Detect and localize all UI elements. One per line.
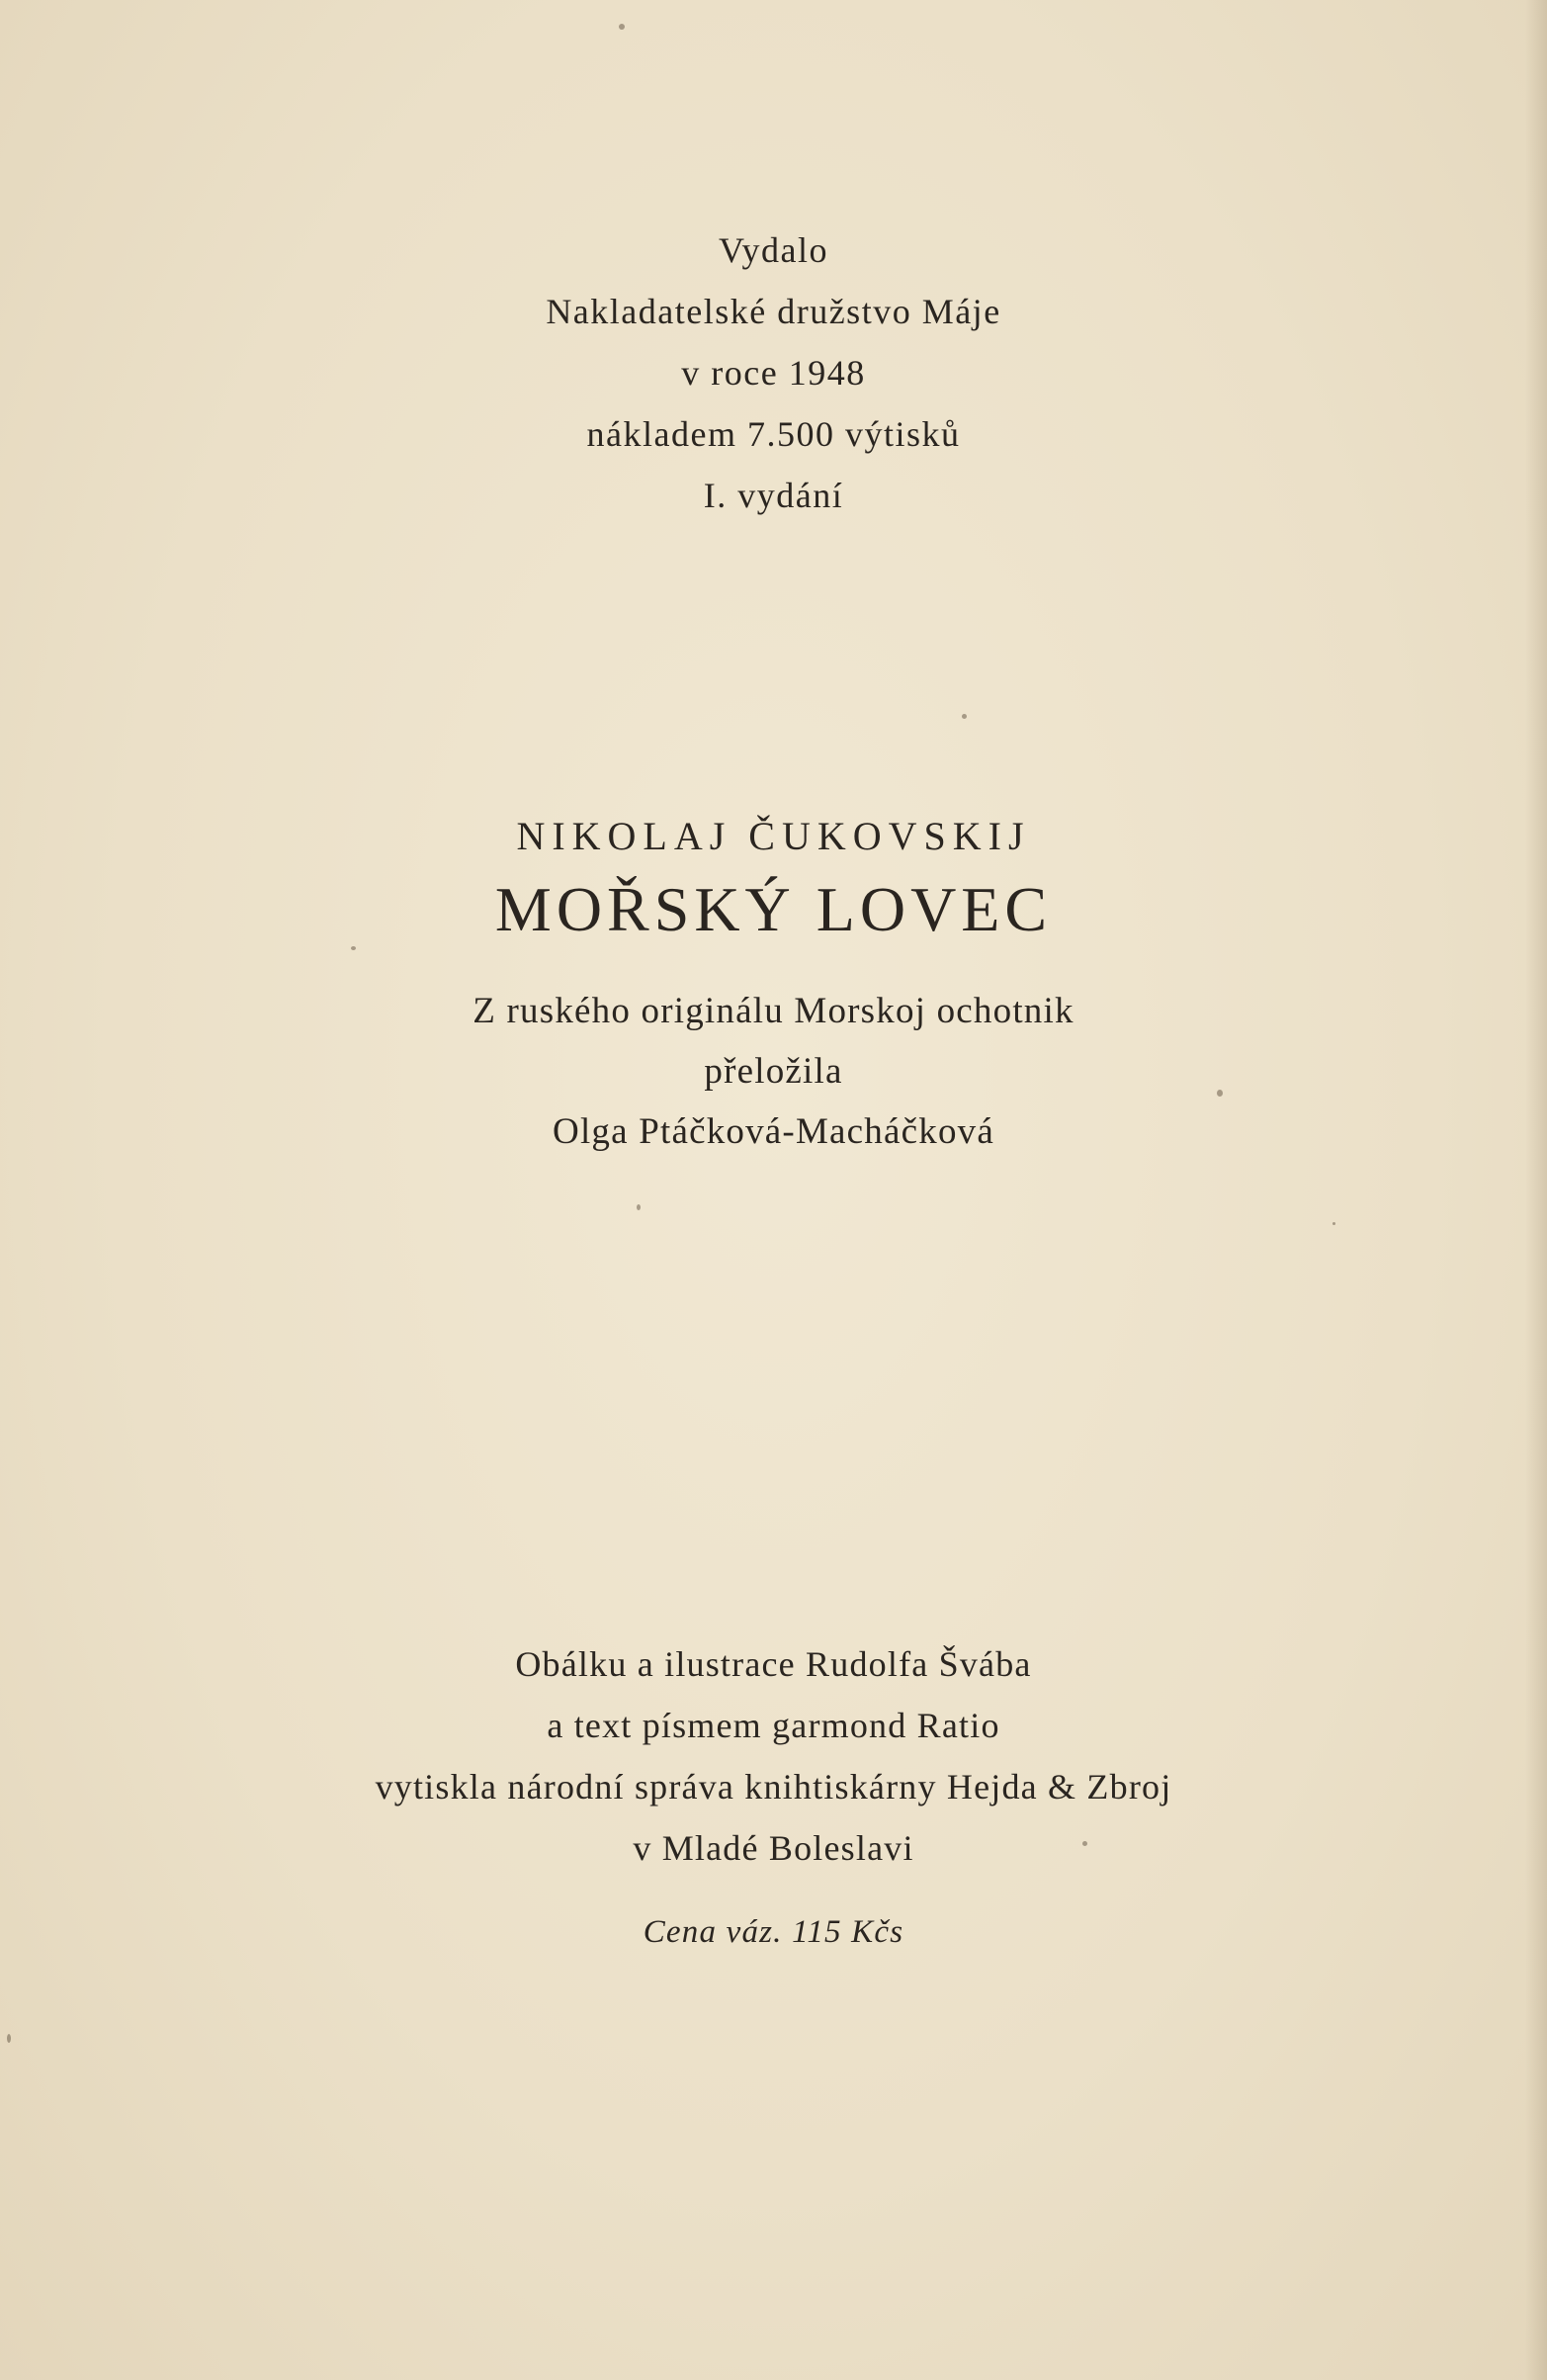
paper-speck bbox=[962, 714, 967, 719]
book-price: Cena váz. 115 Kčs bbox=[643, 1914, 904, 1950]
paper-speck bbox=[7, 2034, 11, 2043]
paper-speck bbox=[1332, 1222, 1335, 1225]
paper-speck bbox=[637, 1204, 641, 1210]
paper-speck bbox=[351, 946, 356, 950]
imprint-line: nákladem 7.500 výtisků bbox=[586, 414, 961, 454]
imprint-line: Vydalo bbox=[719, 230, 828, 270]
translation-credits bbox=[0, 981, 1547, 1162]
colophon-line: vytiskla národní správa knihtiskárny Hejda & Zbroj bbox=[375, 1767, 1172, 1807]
translation-line: přeložila bbox=[704, 1051, 843, 1092]
colophon-line: v Mladé Boleslavi bbox=[633, 1828, 914, 1868]
publisher-imprint bbox=[0, 220, 1547, 526]
imprint-line: v roce 1948 bbox=[681, 353, 866, 393]
colophon-line: a text písmem garmond Ratio bbox=[547, 1706, 1000, 1745]
book-title: MOŘSKÝ LOVEC bbox=[494, 874, 1053, 944]
paper-speck bbox=[1217, 1090, 1223, 1097]
imprint-line: I. vydání bbox=[703, 476, 844, 515]
paper-speck bbox=[1082, 1841, 1087, 1846]
translation-line: Z ruského originálu Morskoj ochotnik bbox=[473, 991, 1074, 1031]
book-author: NIKOLAJ ČUKOVSKIJ bbox=[516, 814, 1031, 858]
translation-line: Olga Ptáčková-Macháčková bbox=[553, 1111, 994, 1152]
paper-speck bbox=[619, 24, 625, 30]
printing-colophon bbox=[0, 1633, 1547, 1879]
imprint-line: Nakladatelské družstvo Máje bbox=[546, 292, 1001, 331]
colophon-line: Obálku a ilustrace Rudolfa Švába bbox=[515, 1644, 1032, 1684]
